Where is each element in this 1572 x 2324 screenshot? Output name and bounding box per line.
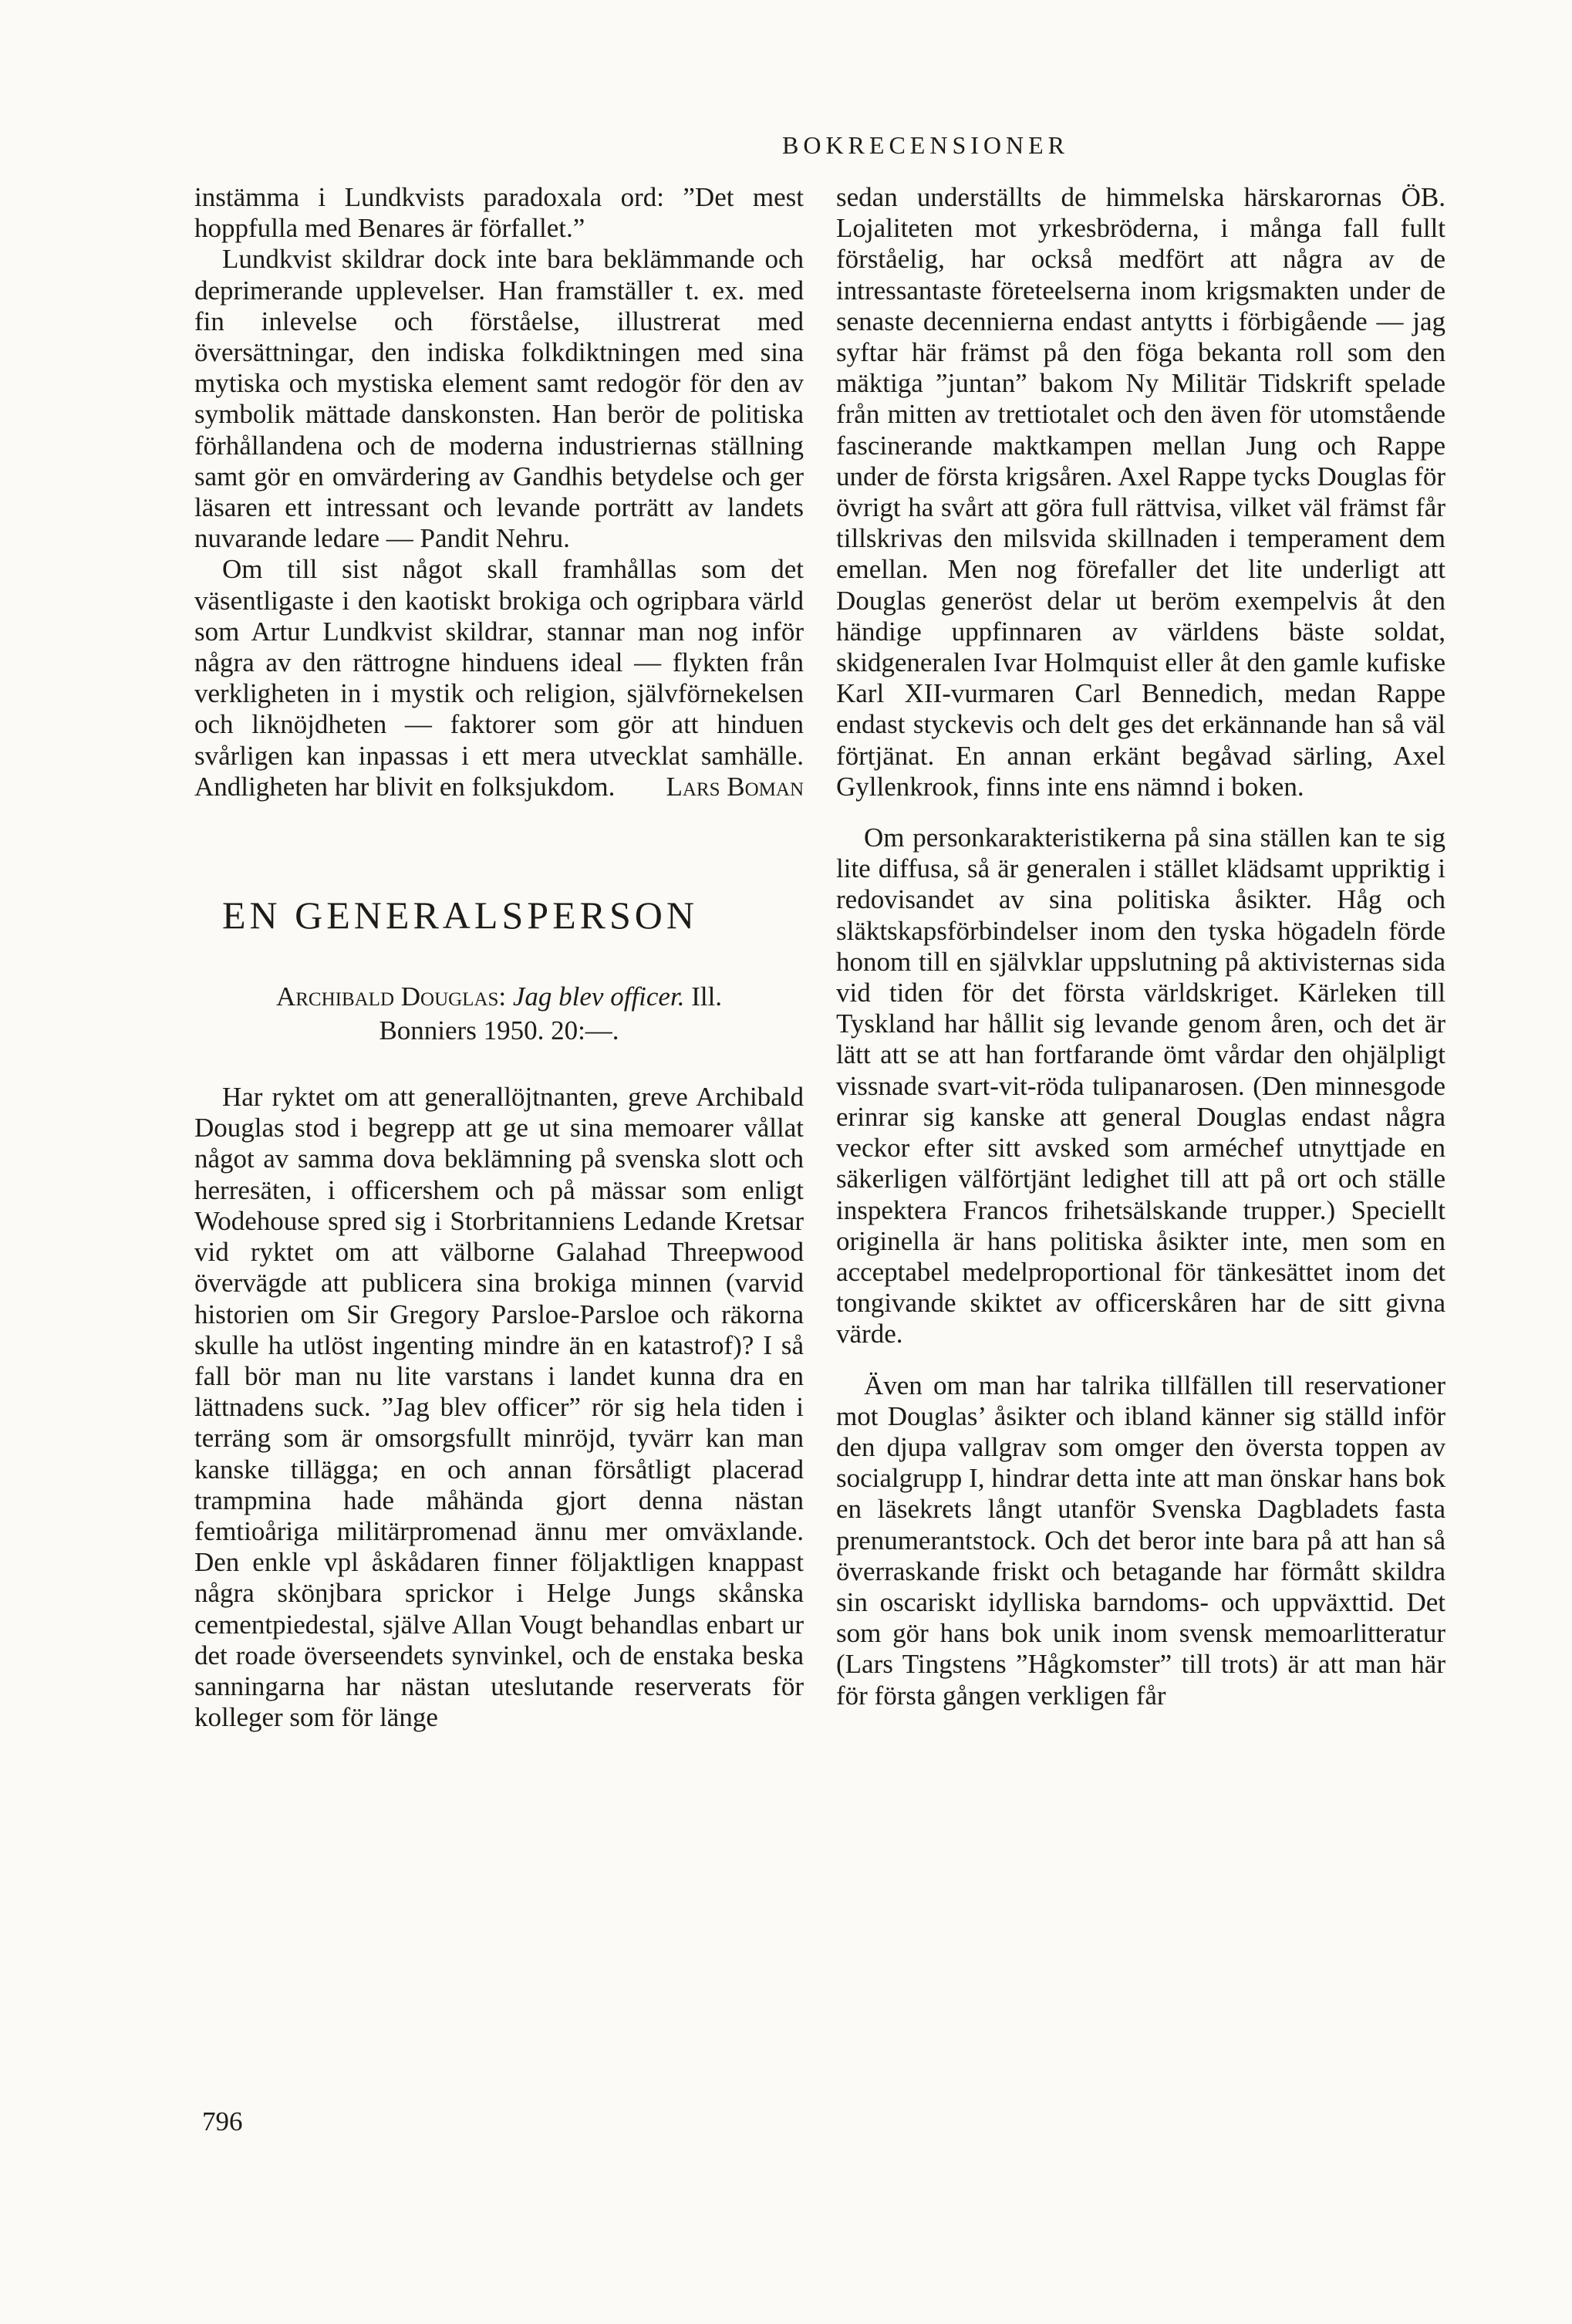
running-head: BOKRECENSIONER — [781, 131, 1069, 159]
book-citation — [194, 980, 804, 1048]
paragraph: sedan underställts de himmelska härskarornas ÖB. Lojaliteten mot yrkesbröderna, i många fall fullt förståelig, har också medfört att några av de intressantaste företeelserna inom krigsmakten under de senaste decennierna endast antytts i förbigående — jag syftar här främst på den föga bekanta roll som den mäktiga ”juntan” bakom Ny Militär Tidskrift spelade från mitten av trettiotalet och den även för utomstående fascinerande maktkampen mellan Jung och Rappe under de första krigsåren. Axel Rappe tycks Douglas för övrigt ha svårt att göra full rättvisa, vilket väl främst får tillskrivas den milsvida skillnaden i temperament dem emellan. Men nog förefaller det lite underligt att Douglas generöst delar ut beröm exempelvis åt den händige uppfinnaren av världens bäste soldat, skidgeneralen Ivar Holmquist eller åt den gamle kufiske Karl XII-vurmaren Carl Bennedich, medan Rappe endast styckevis och delt ges det erkännande han så väl förtjänat. En annan erkänt begåvad särling, Axel Gyllenkrook, finns inte ens nämnd i boken. — [836, 182, 1445, 802]
left-column — [194, 182, 804, 1733]
paragraph: Lundkvist skildrar dock inte bara beklämmande och deprimerande upplevelser. Han framställer t. ex. med fin inlevelse och förståelse, illustrerat med översättningar, den indiska folkdiktningen med sina mytiska och mystiska element samt redogör för den av symbolik mättade danskonsten. Han berör de politiska förhållandena och de moderna industriernas ställning samt gör en omvärdering av Gandhis betydelse och ger läsaren ett intressant och levande porträtt av landets nuvarande ledare — Pandit Nehru. — [194, 244, 804, 554]
paragraph: Om till sist något skall framhållas som det väsentligaste i den kaotiskt brokiga och ogripbara värld som Artur Lundkvist skildrar, stannar man nog inför några av den rättrogne hinduens ideal — flykten från verkligheten in i mystik och religion, självförnekelsen och liknöjdheten — faktorer som gör att hinduen svårligen kan inpassas i ett mera utvecklat samhälle. Andligheten har blivit en folksjukdom. — [194, 554, 804, 802]
section-title: EN GENERALSPERSON — [222, 893, 698, 937]
paragraph: Även om man har talrika tillfällen till reservationer mot Douglas’ åsikter och ibland känner sig ställd inför den djupa vallgrav som omger den översta toppen av socialgrupp I, hindrar detta inte att man önskar hans bok en läsekrets långt utanför Svenska Dagbladets fasta prenumerantstock. Och det beror inte bara på att han så överraskande friskt och betagande har förmått skildra sin oscariskt idylliska barndoms- och uppväxttid. Det som gör hans bok unik inom svensk memoarlitteratur (Lars Tingstens ”Hågkomster” till trots) är att man här för första gången verkligen får — [836, 1370, 1445, 1711]
reviewer-signature: Lars Boman — [666, 771, 804, 802]
paragraph: Om personkarakteristikerna på sina ställen kan te sig lite diffusa, så är generalen i stället klädsamt uppriktig i redovisandet av sina politiska åsikter. Håg och släktskapsförbindelser inom den tyska högadeln förde honom till en självklar uppslutning på aktivisternas sida vid tiden för det första världskriget. Kärleken till Tyskland har hållit sig levande genom åren, och det är lätt att se att han fortfarande ömt vårdar den ohjälpligt vissnade svart-vit-röda tulipanarosen. (Den minnesgode erinrar sig kanske att general Douglas endast några veckor efter sitt avsked som arméchef utnyttjade en säkerligen välförtjänt ledighet till att på ort och ställe inspektera Francos frihetsälskande trupper.) Speciellt originella är hans politiska åsikter inte, men som en acceptabel medelproportional för tänkesättet inom det tongivande skiktet av officerskåren har de sitt givna värde. — [836, 823, 1445, 1349]
book-author: Archibald Douglas: — [275, 981, 507, 1012]
book-details: Ill. — [691, 981, 723, 1012]
book-publisher: Bonniers 1950. 20:—. — [379, 1015, 619, 1046]
paragraph: instämma i Lundkvists paradoxala ord: ”Det mest hoppfulla med Benares är förfallet.” — [194, 182, 804, 244]
right-column — [836, 182, 1445, 1711]
book-title: Jag blev officer. — [512, 981, 685, 1012]
page-number: 796 — [202, 2106, 243, 2137]
paragraph: Har ryktet om att generallöjtnanten, greve Archibald Douglas stod i begrepp att ge ut sina memoarer vållat något av samma dova beklämning på svenska slott och herresäten, i officershem och på mässar som enligt Wodehouse spred sig i Storbritanniens Ledande Kretsar vid ryktet om att välborne Galahad Threepwood övervägde att publicera sina brokiga minnen (varvid historien om Sir Gregory Parsloe-Parsloe och räkorna skulle ha utlöst ingenting mindre än en katastrof)? I så fall bör man nu lite varstans i landet kunna dra en lättnadens suck. ”Jag blev officer” rör sig hela tiden i terräng som är omsorgsfullt minröjd, tyvärr kan man kanske tillägga; en och annan försåtligt placerad trampmina hade måhända gjort denna nästan femtioåriga militärpromenad ännu mer omväxlande. Den enkle vpl åskådaren finner följaktligen knappast några skönjbara sprickor i Helge Jungs skånska cementpiedestal, själve Allan Vougt behandlas enbart ur det roade överseendets synvinkel, och de enstaka beska sanningarna har nästan uteslutande reserverats för kolleger som för länge — [194, 1082, 804, 1733]
